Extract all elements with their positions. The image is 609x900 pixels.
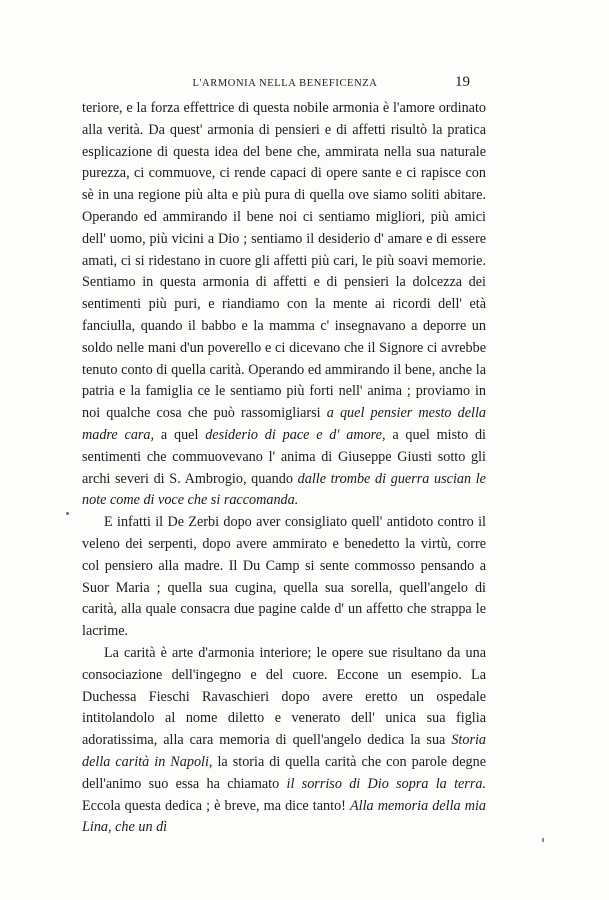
text-run: a quel misto di sentimenti che commuovevano l' anima di Giuseppe Giusti sotto gli archi severi di S. Ambrogio, quando bbox=[82, 426, 486, 487]
text-run: La carità è arte d'armonia interiore; le opere sue risultano da una consociazione dell'ingegno e del cuore. Eccone un esempio. La Duchessa Fieschi Ravaschieri dopo avere eretto un ospedale intitolandolo al nome diletto e venerato dell' unica sua figlia adoratissima, alla cara memoria di quell'angelo dedica la sua bbox=[82, 644, 486, 749]
text-run: Eccola questa dedica ; è breve, ma dice tanto! bbox=[82, 797, 350, 814]
italic-quote: Alla memoria della mia Lina, che un dì bbox=[82, 797, 486, 836]
margin-mark bbox=[66, 512, 69, 515]
paragraph-1 bbox=[82, 98, 486, 512]
page-number: 19 bbox=[455, 74, 470, 90]
italic-quote: dalle trombe di guerra uscian le note come di voce che si raccomanda. bbox=[82, 470, 486, 509]
italic-quote: a quel pensier mesto della madre cara, bbox=[82, 405, 486, 443]
text-run: E infatti il De Zerbi dopo aver consigliato quell' antidoto contro il veleno dei serpenti, dopo avere ammirato e benedetto la virtù, corre col pensiero alla madre. Il Du Camp si sente commosso pensando a Suor Maria ; quella sua cugina, quella sua sorella, quell'angelo di carità, alla quale consacra due pagine calde d' un affetto che strappa le lacrime. bbox=[82, 514, 486, 640]
margin-mark bbox=[542, 838, 544, 842]
italic-quote: Storia della carità in Napoli, bbox=[82, 732, 486, 770]
paragraph-2 bbox=[82, 512, 486, 643]
text-run: a quel bbox=[154, 426, 206, 443]
paragraph-3 bbox=[82, 643, 486, 839]
text-run: teriore, e la forza effettrice di questa nobile armonia è l'amore ordinato alla verità. Da quest' armonia di pensieri e di affetti risultò la pratica esplicazione di questa idea del bene che, ammirata nella sua naturale purezza, ci commuove, ci rende capaci di opere sante e ci rapisce con sè in una regione più alta e più pura di quella ove siamo soliti abitare. Operando ed ammirando il bene noi ci sentiamo migliori, più amici dell' uomo, più vicini a Dio ; sentiamo il desiderio d' amare e di essere amati, ci si ridestano in cuore gli affetti più cari, le più soavi memorie. Sentiamo in questa armonia di affetti e di pensieri la dolcezza dei sentimenti più puri, e riandiamo con la mente ai ricordi dell' età fanciulla, quando il babbo e la mamma c' insegnavano a deporre un soldo nelle mani d'un poverello e ci dicevano che il Signore ci avrebbe tenuto conto di quella carità. Operando ed ammirando il bene, anche la patria e la famiglia ce le sentiamo più forti nell' anima ; proviamo in noi qualche cosa che può rassomigliarsi bbox=[82, 100, 486, 422]
italic-quote: desiderio di pace e d' amore, bbox=[205, 426, 386, 443]
body-text bbox=[82, 98, 486, 839]
running-header: L'ARMONIA NELLA BENEFICENZA bbox=[192, 78, 378, 89]
italic-quote: il sorriso di Dio sopra la terra. bbox=[286, 775, 486, 792]
text-run: la storia di quella carità che con parole degne dell'animo suo essa ha chiamato bbox=[82, 753, 486, 792]
